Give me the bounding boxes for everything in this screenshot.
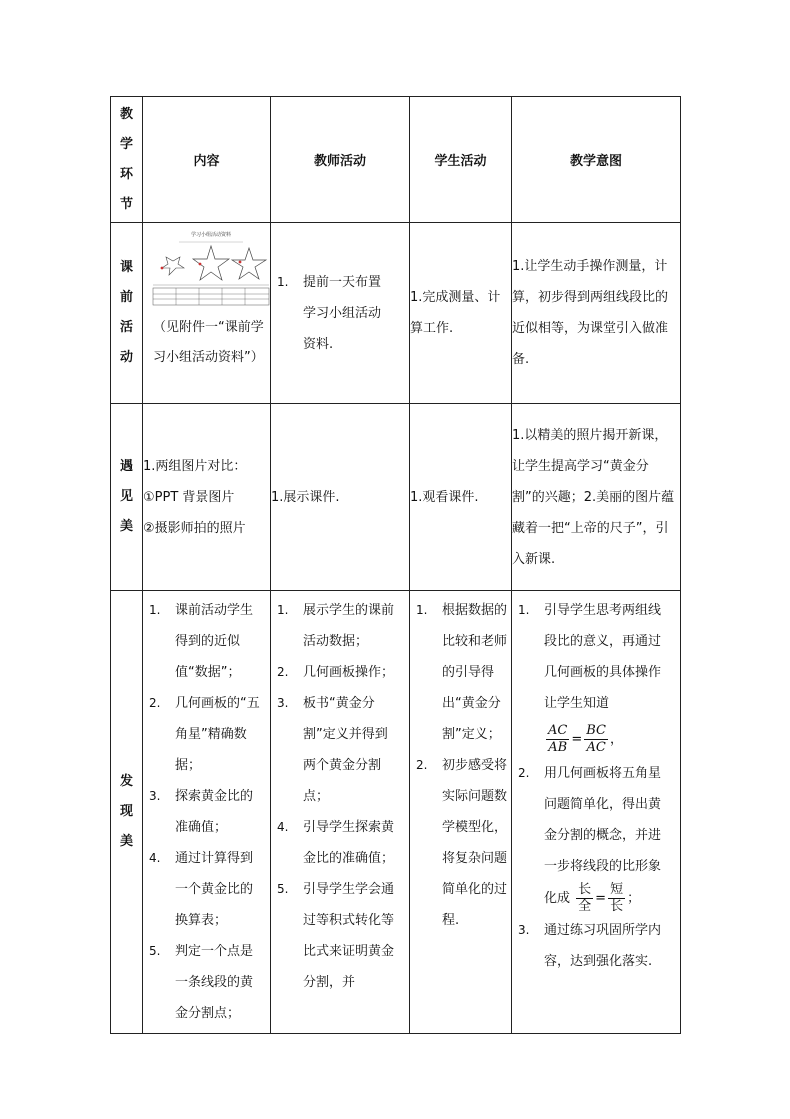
intent-meet-beauty: 1.以精美的照片揭开新课，让学生提高学习“黄金分割”的兴趣；2.美丽的图片蕴藏着一把“上帝的尺子”，引入新课. xyxy=(512,404,681,591)
intent-pre-class: 1.让学生动手操作测量，计算，初步得到两组线段比的近似相等，为课堂引入做准备. xyxy=(512,223,681,404)
list-item: 2. 几何画板操作； xyxy=(277,665,395,680)
list-item: 5. 判定一个点是一条线段的黄金分割点； xyxy=(149,944,254,1021)
list-item: 1. 根据数据的比较和老师的引导得出“黄金分割”定义； xyxy=(416,603,508,742)
activity-sheet-thumbnail xyxy=(149,229,273,307)
row-pre-class xyxy=(111,223,681,404)
list-item: 3. 通过练习巩固所学内容，达到强化落实. xyxy=(518,923,662,969)
content-meet-beauty: 1.两组图片对比： ①PPT 背景图片 ②摄影师拍的照片 xyxy=(143,404,271,591)
list-item: 1. 课前活动学生得到的近似值“数据”； xyxy=(149,603,254,680)
lesson-plan-table xyxy=(110,96,681,1034)
header-student: 学生活动 xyxy=(410,97,512,223)
student-discover-beauty xyxy=(410,591,512,1034)
list-item: 1. 展示学生的课前活动数据； xyxy=(277,603,395,649)
header-content: 内容 xyxy=(143,97,271,223)
header-stage: 教 学 环 节 xyxy=(111,97,143,223)
list-item: 4. 通过计算得到一个黄金比的换算表； xyxy=(149,851,254,928)
list-item: 4. 引导学生探索黄金比的准确值； xyxy=(277,820,395,866)
content-discover-beauty xyxy=(143,591,271,1034)
teacher-pre-class: 1. 提前一天布置学习小组活动资料. xyxy=(271,223,410,404)
list-item: 5. 引导学生学会通过等积式转化等比式来证明黄金分割，并 xyxy=(277,882,395,990)
stage-pre-class: 课 前 活 动 xyxy=(111,223,143,404)
teacher-discover-beauty xyxy=(271,591,410,1034)
header-row xyxy=(111,97,681,223)
ratio-formula: $\frac{AC}{AB}$ = $\frac{BC}{AC}$ ， xyxy=(548,723,624,755)
fraction-short-long: $\frac{\text{短}}{\text{长}}$ xyxy=(610,882,624,914)
list-item: 3. 探索黄金比的准确值； xyxy=(149,789,254,835)
student-meet-beauty: 1.观看课件. xyxy=(410,404,512,591)
svg-text:学习小组活动资料: 学习小组活动资料 xyxy=(190,232,232,238)
student-pre-class: 1.完成测量、计算工作. xyxy=(410,223,512,404)
content-pre-class xyxy=(143,223,271,404)
stage-discover-beauty: 发 现 美 xyxy=(111,591,143,1034)
header-teacher: 教师活动 xyxy=(271,97,410,223)
list-item: 2. 初步感受将实际问题数学模型化，将复杂问题简单化的过程. xyxy=(416,758,508,928)
attachment-note: （见附件一“课前学习小组活动资料”） xyxy=(153,320,264,365)
list-item: 2. 几何画板的“五角星”精确数据； xyxy=(149,696,260,773)
list-item: 2. 用几何画板将五角星问题简单化，得出黄金分割的概念，并进一步将线段的比形象化成 $\frac{\text{长}}{\text{全}}$ = $\frac{\text{短}}{\text{长}}$ ； xyxy=(518,766,662,914)
intent-discover-beauty xyxy=(512,591,681,1034)
header-intent: 教学意图 xyxy=(512,97,681,223)
teacher-meet-beauty: 1.展示课件. xyxy=(271,404,410,591)
list-item: 1. 引导学生思考两组线段比的意义，再通过几何画板的具体操作让学生知道 $\frac{AC}{AB}$ = $\frac{BC}{AC}$ ， xyxy=(518,595,670,756)
list-item: 3. 板书“黄金分割”定义并得到两个黄金分割点； xyxy=(277,696,388,804)
stage-meet-beauty: 遇 见 美 xyxy=(111,404,143,591)
fraction-long-whole: $\frac{\text{长}}{\text{全}}$ xyxy=(578,882,592,914)
row-meet-beauty xyxy=(111,404,681,591)
row-discover-beauty xyxy=(111,591,681,1034)
